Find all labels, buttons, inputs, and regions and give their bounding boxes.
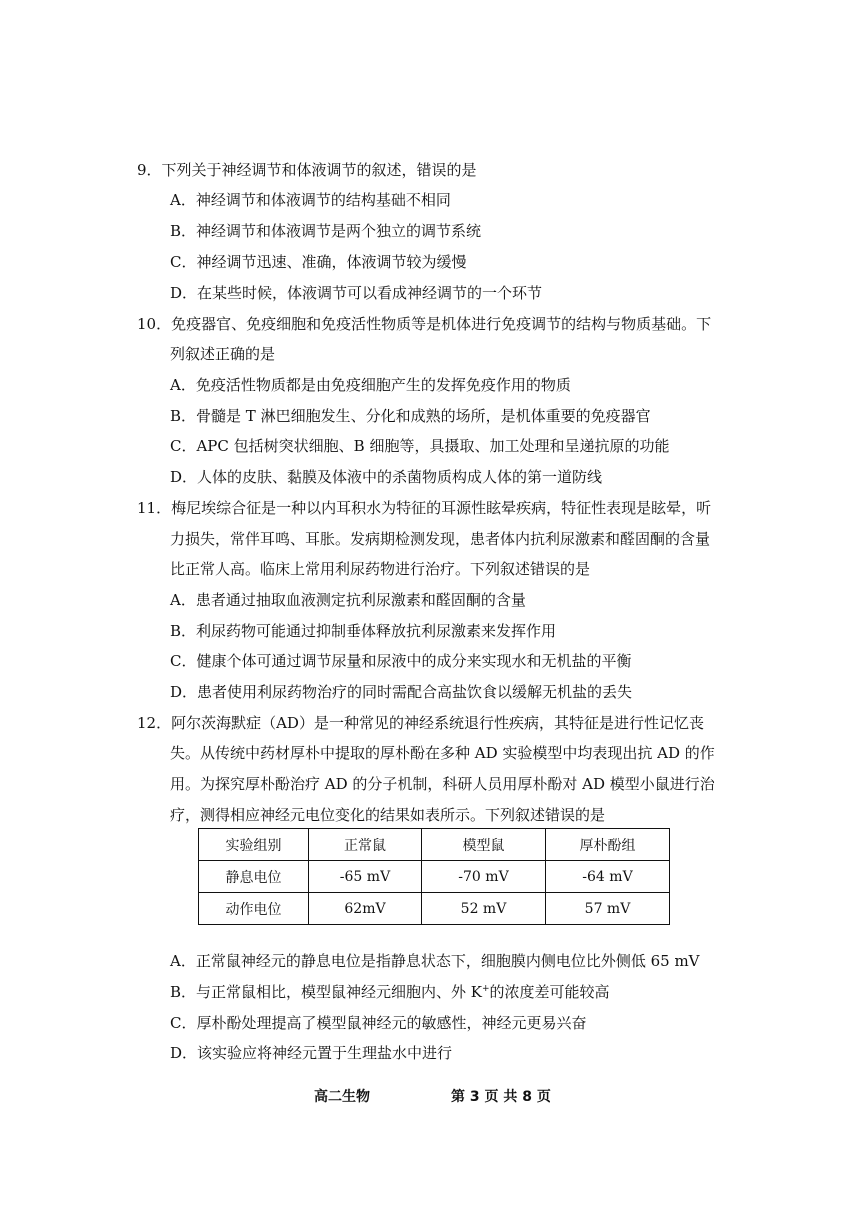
question-12-stem-line-1: 12．阿尔茨海默症（AD）是一种常见的神经系统退行性疾病，其特征是进行性记忆丧 bbox=[137, 714, 704, 732]
question-11-stem-line-3: 比正常人高。临床上常用利尿药物进行治疗。下列叙述错误的是 bbox=[170, 560, 591, 578]
question-12-option-d: D．该实验应将神经元置于生理盐水中进行 bbox=[170, 1044, 453, 1062]
table-header-cell: 厚朴酚组 bbox=[546, 829, 670, 861]
question-11-stem-line-2: 力损失，常伴耳鸣、耳胀。发病期检测发现，患者体内抗利尿激素和醛固酮的含量 bbox=[170, 530, 711, 548]
question-10-option-d: D．人体的皮肤、黏膜及体液中的杀菌物质构成人体的第一道防线 bbox=[170, 468, 603, 486]
question-9-option-d: D．在某些时候，体液调节可以看成神经调节的一个环节 bbox=[170, 284, 543, 302]
option-b-text-start: B．与正常鼠相比，模型鼠神经元细胞内、外 K bbox=[170, 983, 482, 1001]
table-header-cell: 正常鼠 bbox=[309, 829, 422, 861]
table-cell: 57 mV bbox=[546, 893, 670, 925]
question-10-option-c: C．APC 包括树突状细胞、B 细胞等，具摄取、加工处理和呈递抗原的功能 bbox=[170, 437, 670, 455]
question-11-option-a: A．患者通过抽取血液测定抗利尿激素和醛固酮的含量 bbox=[170, 591, 526, 609]
question-11-option-c: C．健康个体可通过调节尿量和尿液中的成分来实现水和无机盐的平衡 bbox=[170, 652, 632, 670]
question-11-option-d: D．患者使用利尿药物治疗的同时需配合高盐饮食以缓解无机盐的丢失 bbox=[170, 683, 633, 701]
table-row bbox=[199, 861, 670, 893]
question-11-option-b: B．利尿药物可能通过抑制垂体释放抗利尿激素来发挥作用 bbox=[170, 622, 557, 640]
question-12-stem-line-4: 疗，测得相应神经元电位变化的结果如表所示。下列叙述错误的是 bbox=[170, 806, 606, 824]
table-cell: 52 mV bbox=[422, 893, 546, 925]
question-9-option-c: C．神经调节迅速、准确，体液调节较为缓慢 bbox=[170, 253, 467, 271]
potential-table bbox=[198, 828, 670, 925]
table-cell: 动作电位 bbox=[199, 893, 309, 925]
question-9-option-b: B．神经调节和体液调节是两个独立的调节系统 bbox=[170, 222, 482, 240]
table-row bbox=[199, 893, 670, 925]
question-10-stem-line-2: 列叙述正确的是 bbox=[170, 345, 276, 363]
question-9-option-a: A．神经调节和体液调节的结构基础不相同 bbox=[170, 191, 451, 209]
table-header-cell: 实验组别 bbox=[199, 829, 309, 861]
question-12-stem-line-2: 失。从传统中药材厚朴中提取的厚朴酚在多种 AD 实验模型中均表现出抗 AD 的作 bbox=[170, 744, 715, 762]
option-b-superscript: + bbox=[482, 984, 490, 994]
question-10-option-b: B．骨髓是 T 淋巴细胞发生、分化和成熟的场所，是机体重要的免疫器官 bbox=[170, 407, 651, 425]
table-cell: -64 mV bbox=[546, 861, 670, 893]
table-cell: -70 mV bbox=[422, 861, 546, 893]
question-10-stem-line-1: 10．免疫器官、免疫细胞和免疫活性物质等是机体进行免疫调节的结构与物质基础。下 bbox=[137, 315, 712, 333]
question-12-option-a: A．正常鼠神经元的静息电位是指静息状态下，细胞膜内侧电位比外侧低 65 mV bbox=[170, 952, 700, 970]
question-12-option-b bbox=[170, 982, 610, 1002]
question-12-option-c: C．厚朴酚处理提高了模型鼠神经元的敏感性，神经元更易兴奋 bbox=[170, 1014, 587, 1032]
table-cell: -65 mV bbox=[309, 861, 422, 893]
table-cell: 静息电位 bbox=[199, 861, 309, 893]
question-11-stem-line-1: 11．梅尼埃综合征是一种以内耳积水为特征的耳源性眩晕疾病，特征性表现是眩晕，听 bbox=[137, 499, 712, 517]
question-12-stem-line-3: 用。为探究厚朴酚治疗 AD 的分子机制，科研人员用厚朴酚对 AD 模型小鼠进行治 bbox=[170, 775, 715, 793]
footer-page-number: 第 3 页 共 8 页 bbox=[451, 1089, 551, 1105]
table-cell: 62mV bbox=[309, 893, 422, 925]
table-header-cell: 模型鼠 bbox=[422, 829, 546, 861]
question-10-option-a: A．免疫活性物质都是由免疫细胞产生的发挥免疫作用的物质 bbox=[170, 376, 571, 394]
table-header-row bbox=[199, 829, 670, 861]
question-9-stem: 9．下列关于神经调节和体液调节的叙述，错误的是 bbox=[137, 161, 477, 179]
footer-subject: 高二生物 bbox=[314, 1089, 370, 1105]
option-b-text-end: 的浓度差可能较高 bbox=[489, 983, 610, 1001]
